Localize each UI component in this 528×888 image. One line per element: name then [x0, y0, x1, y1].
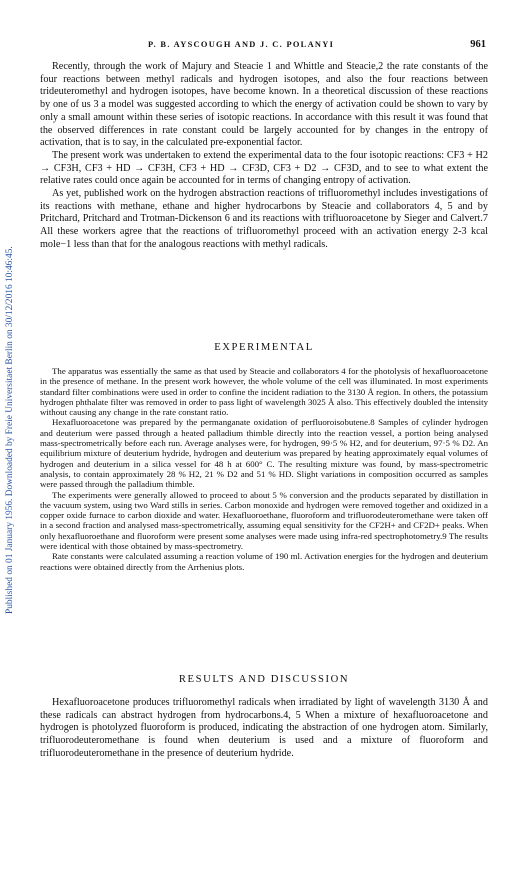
- page-header: [40, 40, 488, 54]
- running-head: P. B. AYSCOUGH AND J. C. POLANYI: [148, 40, 335, 49]
- experimental-paragraph: The experiments were generally allowed to proceed to about 5 % conversion and the products separated by distillation in the vacuum system, using two Ward stills in series. Carbon monoxide and hydrogen were removed together and oxidized in a copper oxide furnace to carbon dioxide and water. Hexafluoroethane, fluoroform and trifluorodeuteromethane were taken off in a second fraction and analysed mass-spectrometrically, assuming equal sensitivity for the CF2H+ and CF2D+ peaks. When only hexafluoroethane and fluoroform were present some analyses were made using infra-red spectrophotometry.9 The results were identical with those obtained by mass-spectrometry.: [40, 489, 488, 552]
- intro-paragraph: The present work was undertaken to extend the experimental data to the four isotopic reactions: CF3 + H2 → CF3H, CF3 + HD → CF3H, CF3 + HD → CF3D, CF3 + D2 → CF3D, and to see to what extent the relative rates could once again be accounted for in terms of changing entropy of activation.: [40, 149, 488, 187]
- results-section: [40, 697, 488, 761]
- intro-paragraph: As yet, published work on the hydrogen abstraction reactions of trifluoromethyl includes investigations of its reactions with methane, ethane and higher hydrocarbons by Steacie and collaborators 4, 5 and by Pritchard, Pritchard and Trotman-Dickenson 6 and its reactions with trifluoroacetone by Sieger and Calvert.7 All these workers agree that the reactions of trifluoromethyl proceed with an activation energy 2-3 kcal mole−1 less than that for the analogous reactions with methyl radicals.: [40, 188, 488, 250]
- experimental-paragraph: Hexafluoroacetone was prepared by the permanganate oxidation of perfluoroisobutene.8 Samples of cylinder hydrogen and deuterium were passed through a heated palladium thimble directly into the reaction vessel, a portion being analysed mass-spectrometrically before each run. Average analyses were, for hydrogen, 99·5 % H2, and for deuterium, 97·5 % D2. An equilibrium mixture of deuterium hydride, hydrogen and deuterium was prepared by heating approximately equal volumes of hydrogen and deuterium in a silica vessel for 48 h at 600° C. The resulting mixture was found, by mass-spectrometric analysis, to contain approximately 28 % H2, 21 % D2 and 51 % HD. Slight variations in composition occurred as samples were passed through the palladium thimble.: [40, 417, 488, 490]
- experimental-paragraph: The apparatus was essentially the same as that used by Steacie and collaborators 4 for the photolysis of hexafluoroacetone in the presence of methane. In the present work however, the whole volume of the cell was illuminated. In most experiments standard filter combinations were used in order to confine the incident radiation to the 3130 Å region. In others, the potassium hydrogen phthalate filter was removed in order to pass light of wavelength 3025 Å also. This effectively doubled the intensity without causing any change in the rate constant ratio.: [40, 366, 488, 418]
- intro-paragraph: Recently, through the work of Majury and Steacie 1 and Whittle and Steacie,2 the rate constants of the four reactions between methyl radicals and hydrogen isotopes, and also the four reactions between trideuteromethyl and hydrogen isotopes, have become known. In a theoretical discussion of these reactions by one of us 3 a model was suggested according to which the energy of activation could be shown to vary by only a small amount within these series of isotopic reactions. In accordance with this result it was found that the observed differences in rate constant could be largely accounted for by changes in the entropy of activation, that is to say, in the calculated pre-exponential factor.: [40, 61, 488, 149]
- section-heading-experimental: EXPERIMENTAL: [214, 342, 314, 353]
- experimental-section: [40, 366, 488, 572]
- introduction-section: [40, 61, 488, 252]
- results-paragraph: Hexafluoroacetone produces trifluoromethyl radicals when irradiated by light of wavelength 3130 Å and these radicals can abstract hydrogen from hydrocarbons.4, 5 When a mixture of hexafluoroacetone and hydrogen is photolyzed fluoroform is produced, indicating the abstraction of one hydrogen atom. Similarly, trifluorodeuteromethane is found when deuterium is used and a mixture of fluoroform and trifluorodeuteromethane in the presence of deuterium hydride.: [40, 697, 488, 759]
- page-number: 961: [470, 39, 486, 50]
- experimental-paragraph: Rate constants were calculated assuming a reaction volume of 190 ml. Activation energies for the hydrogen and deuterium reactions were obtained directly from the Arrhenius plots.: [40, 551, 488, 572]
- section-heading-results: RESULTS AND DISCUSSION: [178, 674, 350, 685]
- publication-download-note: Published on 01 January 1956. Downloaded by Freie Universitaet Berlin on 30/12/2016 10:46:45.: [5, 246, 15, 614]
